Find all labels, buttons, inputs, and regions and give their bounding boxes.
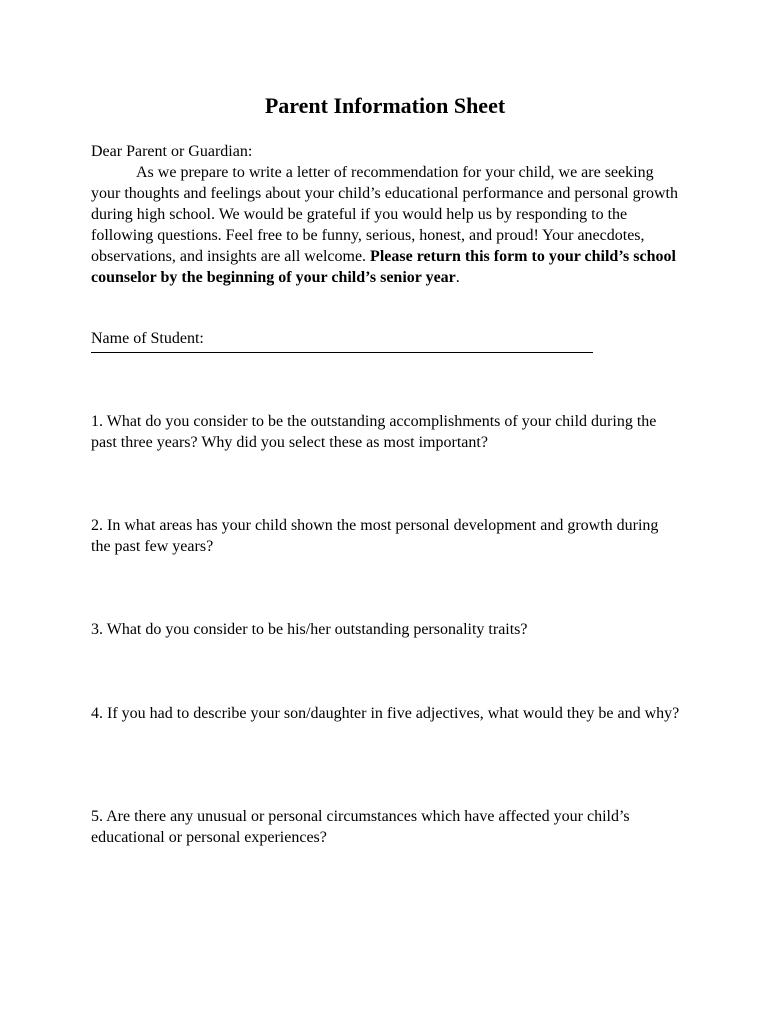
student-name-field[interactable] bbox=[91, 352, 593, 353]
intro-indent bbox=[91, 164, 136, 181]
intro-paragraph bbox=[91, 162, 681, 288]
intro-text: As we prepare to write a letter of recommendation for your child, we are seeking your thoughts and feelings about your child’s educational performance and personal growth during high school. We would be grateful if you would help us by responding to the following questions. Feel free to be funny, serious, honest, and proud! Your anecdotes, observations, and insights are all welcome. bbox=[91, 164, 678, 265]
intro-end-punctuation: . bbox=[455, 269, 460, 286]
question-3: 3. What do you consider to be his/her outstanding personality traits? bbox=[91, 621, 528, 638]
question-5: 5. Are there any unusual or personal circumstances which have affected your child’s educational or personal experiences? bbox=[91, 808, 630, 846]
student-name-label: Name of Student: bbox=[91, 330, 204, 347]
page-title: Parent Information Sheet bbox=[264, 93, 506, 118]
question-1: 1. What do you consider to be the outstanding accomplishments of your child during the past three years? Why did you select these as most important? bbox=[91, 413, 657, 451]
intro-return-instruction: Please return this form to your child’s school counselor by the beginning of your child’s senior year bbox=[91, 248, 676, 286]
question-4: 4. If you had to describe your son/daughter in five adjectives, what would they be and why? bbox=[91, 705, 680, 722]
salutation: Dear Parent or Guardian: bbox=[91, 143, 253, 160]
question-2: 2. In what areas has your child shown the most personal development and growth during the past few years? bbox=[91, 517, 659, 555]
